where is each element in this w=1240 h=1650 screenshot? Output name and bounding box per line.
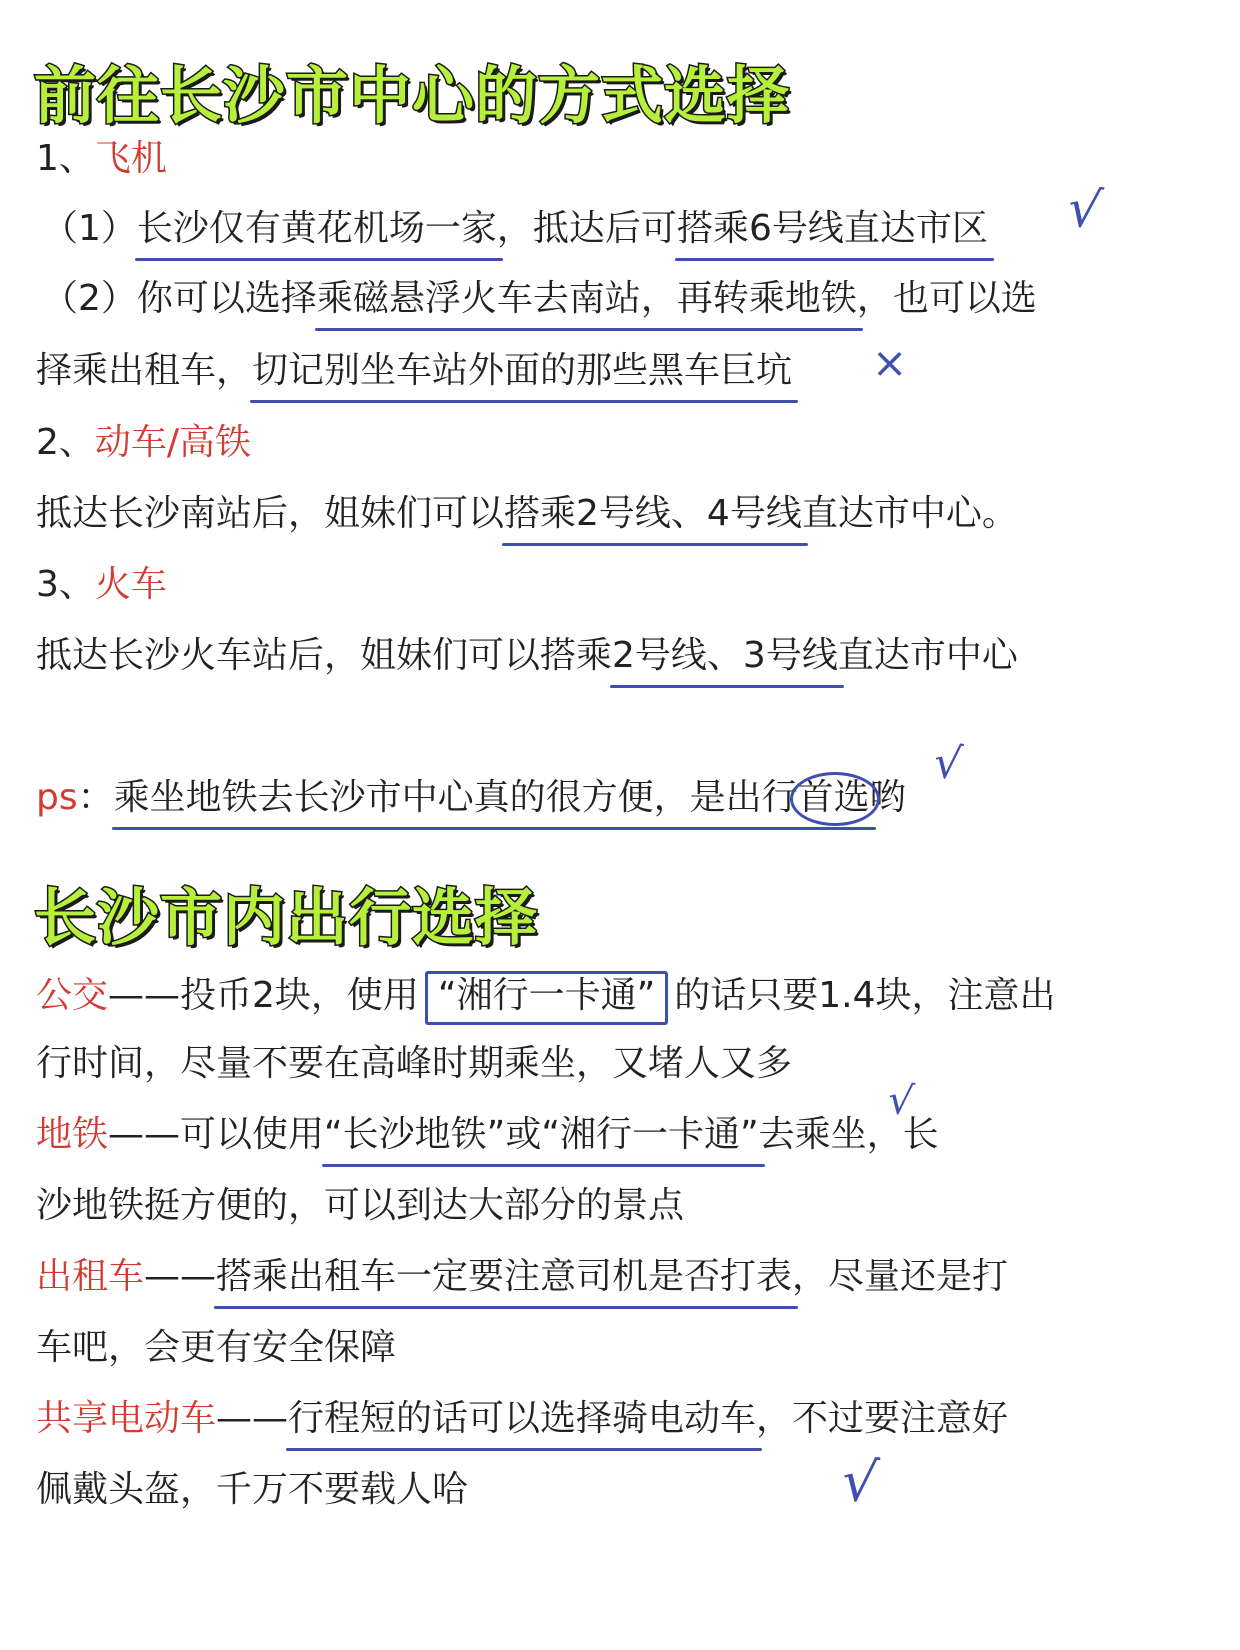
taxi-row-cont: 车吧，会更有安全保障	[36, 1327, 397, 1368]
item-plane-heading	[36, 137, 167, 181]
plane-sub-2-cont	[36, 349, 792, 393]
dash: ——	[108, 975, 181, 1016]
plain-text: 去乘坐，长	[758, 1114, 939, 1155]
underlined-text: 长沙仅有黄花机场一家	[136, 208, 497, 249]
underlined-text: 搭乘6号线直达市区	[676, 208, 988, 249]
item-rail-heading	[36, 563, 167, 607]
plain-text: 可以使用	[180, 1114, 325, 1155]
section-title-to-city-center: 前往长沙市中心的方式选择	[34, 59, 791, 132]
boxed-text: “湘行一卡通”	[425, 971, 668, 1025]
underlined-text: 搭乘2号线、4号线	[504, 493, 802, 534]
plain-text: ，抵达后可	[496, 208, 677, 249]
item-heading: 地铁	[36, 1114, 109, 1155]
underlined-text: 行程短的话可以选择骑电动车	[288, 1398, 757, 1439]
plain-text: ，不过要注意好	[756, 1398, 1009, 1439]
underlined-text: 搭乘出租车一定要注意司机是否打表	[216, 1256, 793, 1297]
item-heading: 飞机	[94, 138, 167, 179]
section-title-in-city: 长沙市内出行选择	[34, 881, 539, 954]
item-heading: 出租车	[36, 1256, 145, 1297]
underlined-text: “长沙地铁”或“湘行一卡通”	[324, 1114, 759, 1155]
ebike-row	[36, 1397, 1008, 1441]
rail-text	[36, 634, 1018, 678]
item-number: 1、	[36, 138, 95, 179]
plain-text: 哟	[869, 777, 906, 818]
bus-row-cont: 行时间，尽量不要在高峰时期乘坐，又堵人又多	[36, 1043, 793, 1084]
metro-row-cont: 沙地铁挺方便的，可以到达大部分的景点	[36, 1185, 685, 1226]
plain-text: 抵达长沙南站后，姐妹们可以	[36, 493, 505, 534]
metro-row	[36, 1113, 939, 1157]
item-train-heading	[36, 421, 251, 465]
check-mark-icon: √	[885, 1076, 916, 1126]
ps-text: 乘坐地铁去长沙市中心真的很方便，是出行	[113, 777, 798, 818]
check-mark-icon: √	[931, 736, 965, 791]
plain-text: 择乘出租车，	[36, 350, 253, 391]
sub-prefix: （1）	[42, 208, 137, 249]
underlined-text: 乘磁悬浮火车去南站，再转乘地铁	[316, 278, 857, 319]
plain-text: 直达市中心。	[801, 493, 1018, 534]
highspeed-text	[36, 492, 1018, 536]
item-heading: 动车/高铁	[94, 422, 252, 463]
ebike-row-cont: 佩戴头盔，千万不要载人哈	[36, 1469, 469, 1510]
plain-text: ，也可以选	[856, 278, 1037, 319]
cross-mark-icon: ×	[872, 338, 908, 387]
item-heading: 火车	[94, 564, 167, 605]
plain-text: （2）你可以选择	[42, 278, 317, 319]
plain-text: 直达市中心	[837, 635, 1018, 676]
plain-text: ，尽量还是打	[792, 1256, 1009, 1297]
dash: ——	[108, 1114, 181, 1155]
circle-mark	[790, 772, 880, 826]
plain-text: 投币2块，使用	[180, 975, 419, 1016]
check-mark-icon: √	[1063, 177, 1106, 243]
ps-note	[36, 776, 906, 820]
plane-sub-1	[42, 207, 988, 251]
item-number: 2、	[36, 422, 95, 463]
taxi-row	[36, 1255, 1008, 1299]
dash: ——	[216, 1398, 289, 1439]
check-mark-icon: √	[838, 1448, 881, 1517]
plane-sub-2	[42, 277, 1037, 321]
plain-text: 的话只要1.4块，注意出	[674, 975, 1056, 1016]
bus-row	[36, 971, 1056, 1025]
ps-label: ps	[36, 777, 78, 818]
underlined-text	[114, 776, 870, 820]
ps-colon: ：	[77, 777, 114, 818]
ps-highlight: 首选	[797, 777, 870, 818]
item-heading: 共享电动车	[36, 1398, 217, 1439]
underlined-text: 切记别坐车站外面的那些黑车巨坑	[252, 350, 793, 391]
dash: ——	[144, 1256, 217, 1297]
item-number: 3、	[36, 564, 95, 605]
circled-text	[798, 776, 870, 820]
plain-text: 抵达长沙火车站后，姐妹们可以搭乘	[36, 635, 613, 676]
item-heading: 公交	[36, 975, 109, 1016]
underlined-text: 2号线、3号线	[612, 635, 838, 676]
